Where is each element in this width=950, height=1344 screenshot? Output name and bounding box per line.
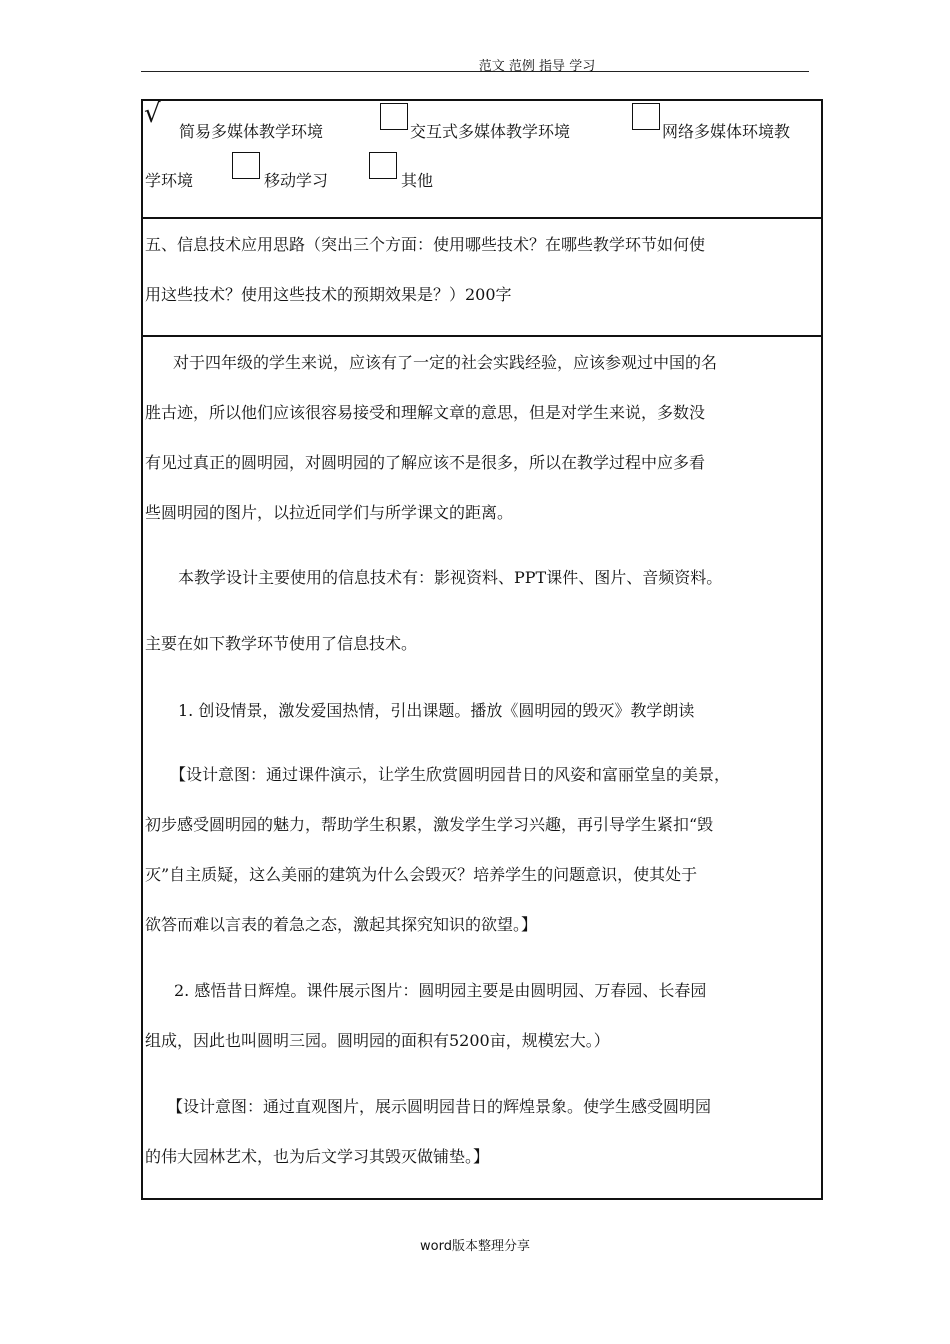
row-divider-1 (143, 217, 821, 219)
header-text: 范文 范例 指导 学习 (478, 59, 596, 74)
step-2-line: 组成，因此也叫圆明三园。圆明园的面积有5200亩，规模宏大。） (145, 1031, 610, 1050)
option-network-multimedia-cont: 学环境 (145, 171, 194, 190)
row-divider-2 (143, 335, 821, 337)
design-intent-1-line: 欲答而难以言表的着急之态，激起其探究知识的欲望。】 (145, 915, 538, 934)
design-intent-1-line: 初步感受圆明园的魅力，帮助学生积累，激发学生学习兴趣，再引导学生紧扣“毁 (145, 815, 714, 834)
paragraph-1-line: 胜古迹，所以他们应该很容易接受和理解文章的意思，但是对学生来说，多数没 (145, 403, 706, 422)
checkbox-network[interactable] (632, 103, 660, 130)
step-1-line: 1. 创设情景，激发爱国热情，引出课题。播放《圆明园的毁灭》教学朗读 (178, 701, 695, 720)
paragraph-1-line: 些圆明园的图片，以拉近同学们与所学课文的距离。 (145, 503, 514, 522)
footer-text: word版本整理分享 (420, 1239, 530, 1254)
paragraph-2-line: 主要在如下教学环节使用了信息技术。 (145, 634, 418, 653)
option-other: 其他 (401, 171, 434, 190)
paragraph-1-line: 对于四年级的学生来说，应该有了一定的社会实践经验，应该参观过中国的名 (173, 353, 718, 372)
design-intent-2-line: 的伟大园林艺术，也为后文学习其毁灭做铺垫。】 (145, 1147, 490, 1166)
step-2-line: 2. 感悟昔日辉煌。课件展示图片：圆明园主要是由圆明园、万春园、长春园 (174, 981, 707, 1000)
design-intent-2-line: 【设计意图：通过直观图片，展示圆明园昔日的辉煌景象。使学生感受圆明园 (167, 1097, 712, 1116)
checkbox-mobile[interactable] (232, 152, 260, 179)
checkmark-icon: √ (144, 99, 161, 129)
design-intent-1-line: 灭”自主质疑，这么美丽的建筑为什么会毁灭？培养学生的问题意识，使其处于 (145, 865, 698, 884)
checkbox-other[interactable] (369, 152, 397, 179)
header-rule (141, 71, 809, 72)
option-simple-multimedia: 简易多媒体教学环境 (179, 122, 324, 141)
page-footer (0, 1235, 950, 1254)
option-mobile-learning: 移动学习 (264, 171, 329, 190)
section-five-heading-line1: 五、信息技术应用思路（突出三个方面：使用哪些技术？在哪些教学环节如何使 (145, 235, 706, 254)
paragraph-2-line: 本教学设计主要使用的信息技术有：影视资料、PPT课件、图片、音频资料。 (178, 568, 723, 587)
option-network-multimedia: 网络多媒体环境教 (662, 122, 791, 141)
design-intent-1-line: 【设计意图：通过课件演示，让学生欣赏圆明园昔日的风姿和富丽堂皇的美景， (170, 765, 731, 784)
checkbox-interactive[interactable] (380, 103, 408, 130)
paragraph-1-line: 有见过真正的圆明园，对圆明园的了解应该不是很多，所以在教学过程中应多看 (145, 453, 706, 472)
option-interactive-multimedia: 交互式多媒体教学环境 (410, 122, 571, 141)
section-five-heading-line2: 用这些技术？使用这些技术的预期效果是？）200字 (145, 285, 512, 304)
